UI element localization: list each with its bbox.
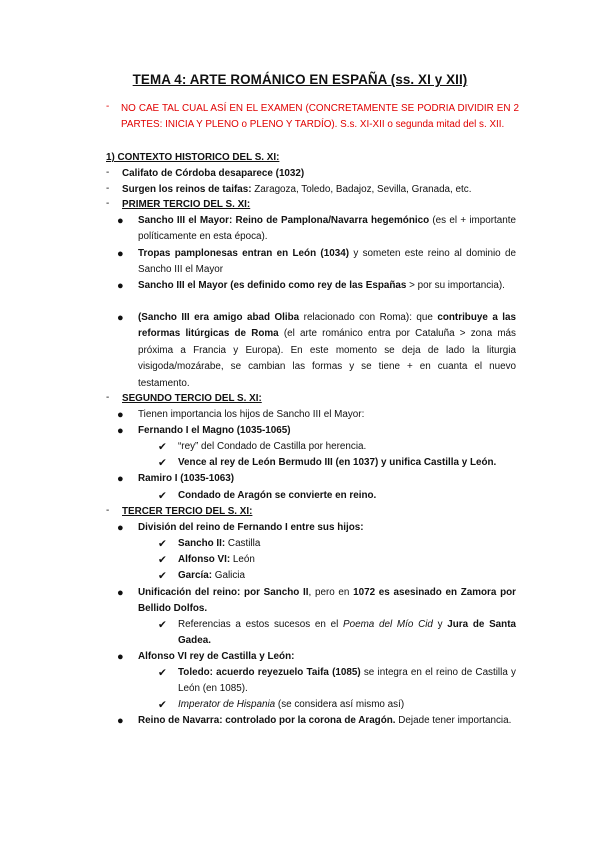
segundo-c1-rest: del Condado de Castilla por herencia. — [198, 441, 367, 452]
primer-b2-rest: y someten este reino al dominio de Sancho III el Mayor — [138, 248, 516, 276]
taifas-line — [122, 183, 471, 197]
tercer-bullet-3: Alfonso VI rey de Castilla y León: — [138, 651, 295, 662]
segundo-tercio-heading: SEGUNDO TERCIO DEL S. XI: — [122, 393, 262, 404]
bullet-icon: ● — [117, 312, 124, 324]
primer-b3-bold: Sancho III el Mayor (es definido como rey de las Españas — [138, 280, 407, 291]
bullet-icon: ● — [117, 409, 124, 421]
primer-bullet-4 — [138, 310, 516, 392]
primer-b4-bold1: (Sancho III era amigo abad Oliba — [138, 312, 300, 323]
tercer-check-6 — [178, 698, 404, 712]
taifas-rest: Zaragoza, Toledo, Badajoz, Sevilla, Granada, etc. — [251, 184, 472, 195]
segundo-c1-pre: “rey” — [178, 441, 199, 452]
tercer-check-2 — [178, 553, 255, 567]
tercer-check-1 — [178, 537, 260, 551]
tercer-c6-rest: (se considera así mismo así) — [275, 699, 405, 710]
tercer-c5-bold: Toledo: acuerdo reyezuelo Taifa (1085) — [178, 667, 361, 678]
check-icon: ✔ — [158, 667, 167, 679]
primer-bullet-1 — [138, 213, 516, 246]
primer-b4-rest: (el arte románico entra por Cataluña > zona más próxima a Francia y Europa). En este momento se deja de lado la liturgia visigoda/mozárabe, se cambian las formas y se tiene + en cuanta el nuevo testamento. — [138, 328, 516, 389]
bullet-icon: ● — [117, 248, 124, 260]
tercer-c4-pre: Referencias a estos sucesos en el — [178, 619, 343, 630]
tercer-bullet-4 — [138, 713, 516, 729]
bullet-icon: ● — [117, 715, 124, 727]
segundo-check-2: Vence al rey de León Bermudo III (en 1037) y unifica Castilla y León. — [178, 457, 497, 468]
segundo-bullet-3: Ramiro I (1035-1063) — [138, 473, 235, 484]
tercer-c4-bold: Jura de Santa Gadea. — [178, 619, 516, 647]
primer-bullet-2 — [138, 246, 516, 279]
tercer-tercio-heading: TERCER TERCIO DEL S. XI: — [122, 506, 253, 517]
dash-marker: - — [106, 167, 110, 178]
tercer-c1-rest: Castilla — [225, 538, 261, 549]
tercer-b2-mid: , pero en — [308, 587, 354, 598]
bullet-icon: ● — [117, 651, 124, 663]
tercer-c1-bold: Sancho II: — [178, 538, 226, 549]
segundo-check-3: Condado de Aragón se convierte en reino. — [178, 490, 377, 501]
tercer-c2-rest: León — [230, 554, 255, 565]
tercer-bullet-1: División del reino de Fernando I entre sus hijos: — [138, 522, 364, 533]
bullet-icon: ● — [117, 280, 124, 292]
tercer-c5-rest: se integra en el reino de Castilla y León (en 1085). — [178, 667, 516, 695]
dash-marker: - — [106, 505, 110, 516]
tercer-bullet-2 — [138, 585, 516, 618]
bullet-icon: ● — [117, 425, 124, 437]
tercer-c2-bold: Alfonso VI: — [178, 554, 231, 565]
primer-b4-bold2: contribuye a las reformas litúrgicas de Roma — [138, 312, 517, 340]
dash-marker: - — [106, 101, 110, 112]
tercer-b4-bold: Reino de Navarra: controlado por la corona de Aragón. — [138, 715, 396, 726]
exam-warning-text: NO CAE TAL CUAL ASÍ EN EL EXAMEN (CONCRETAMENTE SE PODRIA DIVIDIR EN 2 PARTES: INICIA Y PLENO o PLENO Y TARDÍO). S.s. XI-XII o segunda mitad del s. XII. — [121, 103, 519, 131]
dash-marker: - — [106, 392, 110, 403]
taifas-bold: Surgen los reinos de taifas: — [122, 184, 252, 195]
bullet-icon: ● — [117, 587, 124, 599]
primer-b2-bold: Tropas pamplonesas entran en León (1034) — [138, 248, 349, 259]
check-icon: ✔ — [158, 441, 167, 453]
segundo-check-1 — [178, 440, 366, 454]
tercer-check-5 — [178, 665, 516, 698]
check-icon: ✔ — [158, 570, 167, 582]
tercer-c3-rest: Galicia — [212, 570, 245, 581]
section-1-heading: 1) CONTEXTO HISTORICO DEL S. XI: — [106, 152, 280, 163]
check-icon: ✔ — [158, 538, 167, 550]
primer-bullet-3 — [138, 278, 516, 294]
dash-marker: - — [106, 198, 110, 209]
primer-b3-rest: > por su importancia). — [406, 280, 505, 291]
segundo-bullet-2: Fernando I el Magno (1035-1065) — [138, 425, 291, 436]
califato-text: Califato de Córdoba desaparece (1032) — [122, 168, 305, 179]
bullet-icon: ● — [117, 522, 124, 534]
califato-line — [122, 167, 304, 181]
primer-b4-mid: relacionado con Roma): que — [299, 312, 438, 323]
tercer-b2-bold1: Unificación del reino: por Sancho II — [138, 587, 309, 598]
primer-tercio-heading: PRIMER TERCIO DEL S. XI: — [122, 199, 251, 210]
bullet-icon: ● — [117, 473, 124, 485]
bullet-icon: ● — [117, 215, 124, 227]
check-icon: ✔ — [158, 554, 167, 566]
segundo-bullet-1: Tienen importancia los hijos de Sancho III el Mayor: — [138, 409, 365, 420]
check-icon: ✔ — [158, 699, 167, 711]
check-icon: ✔ — [158, 490, 167, 502]
tercer-check-4 — [178, 617, 516, 650]
primer-b1-bold: Sancho III el Mayor: Reino de Pamplona/Navarra hegemónico — [138, 215, 430, 226]
page-title: TEMA 4: ARTE ROMÁNICO EN ESPAÑA (ss. XI y XII) — [132, 72, 468, 87]
tercer-c3-bold: García: — [178, 570, 213, 581]
check-icon: ✔ — [158, 457, 167, 469]
tercer-b2-bold2: 1072 es asesinado en Zamora por Bellido Dolfos. — [138, 587, 516, 615]
check-icon: ✔ — [158, 619, 167, 631]
tercer-c4-ital: Poema del Mío Cid — [343, 619, 433, 630]
tercer-b4-rest: Dejade tener importancia. — [395, 715, 512, 726]
dash-marker: - — [106, 183, 110, 194]
tercer-c6-ital: Imperator de Hispania — [178, 699, 276, 710]
tercer-c4-mid: y — [432, 619, 448, 630]
tercer-check-3 — [178, 569, 245, 583]
primer-b1-rest: (es el + importante políticamente en esta época). — [138, 215, 516, 243]
